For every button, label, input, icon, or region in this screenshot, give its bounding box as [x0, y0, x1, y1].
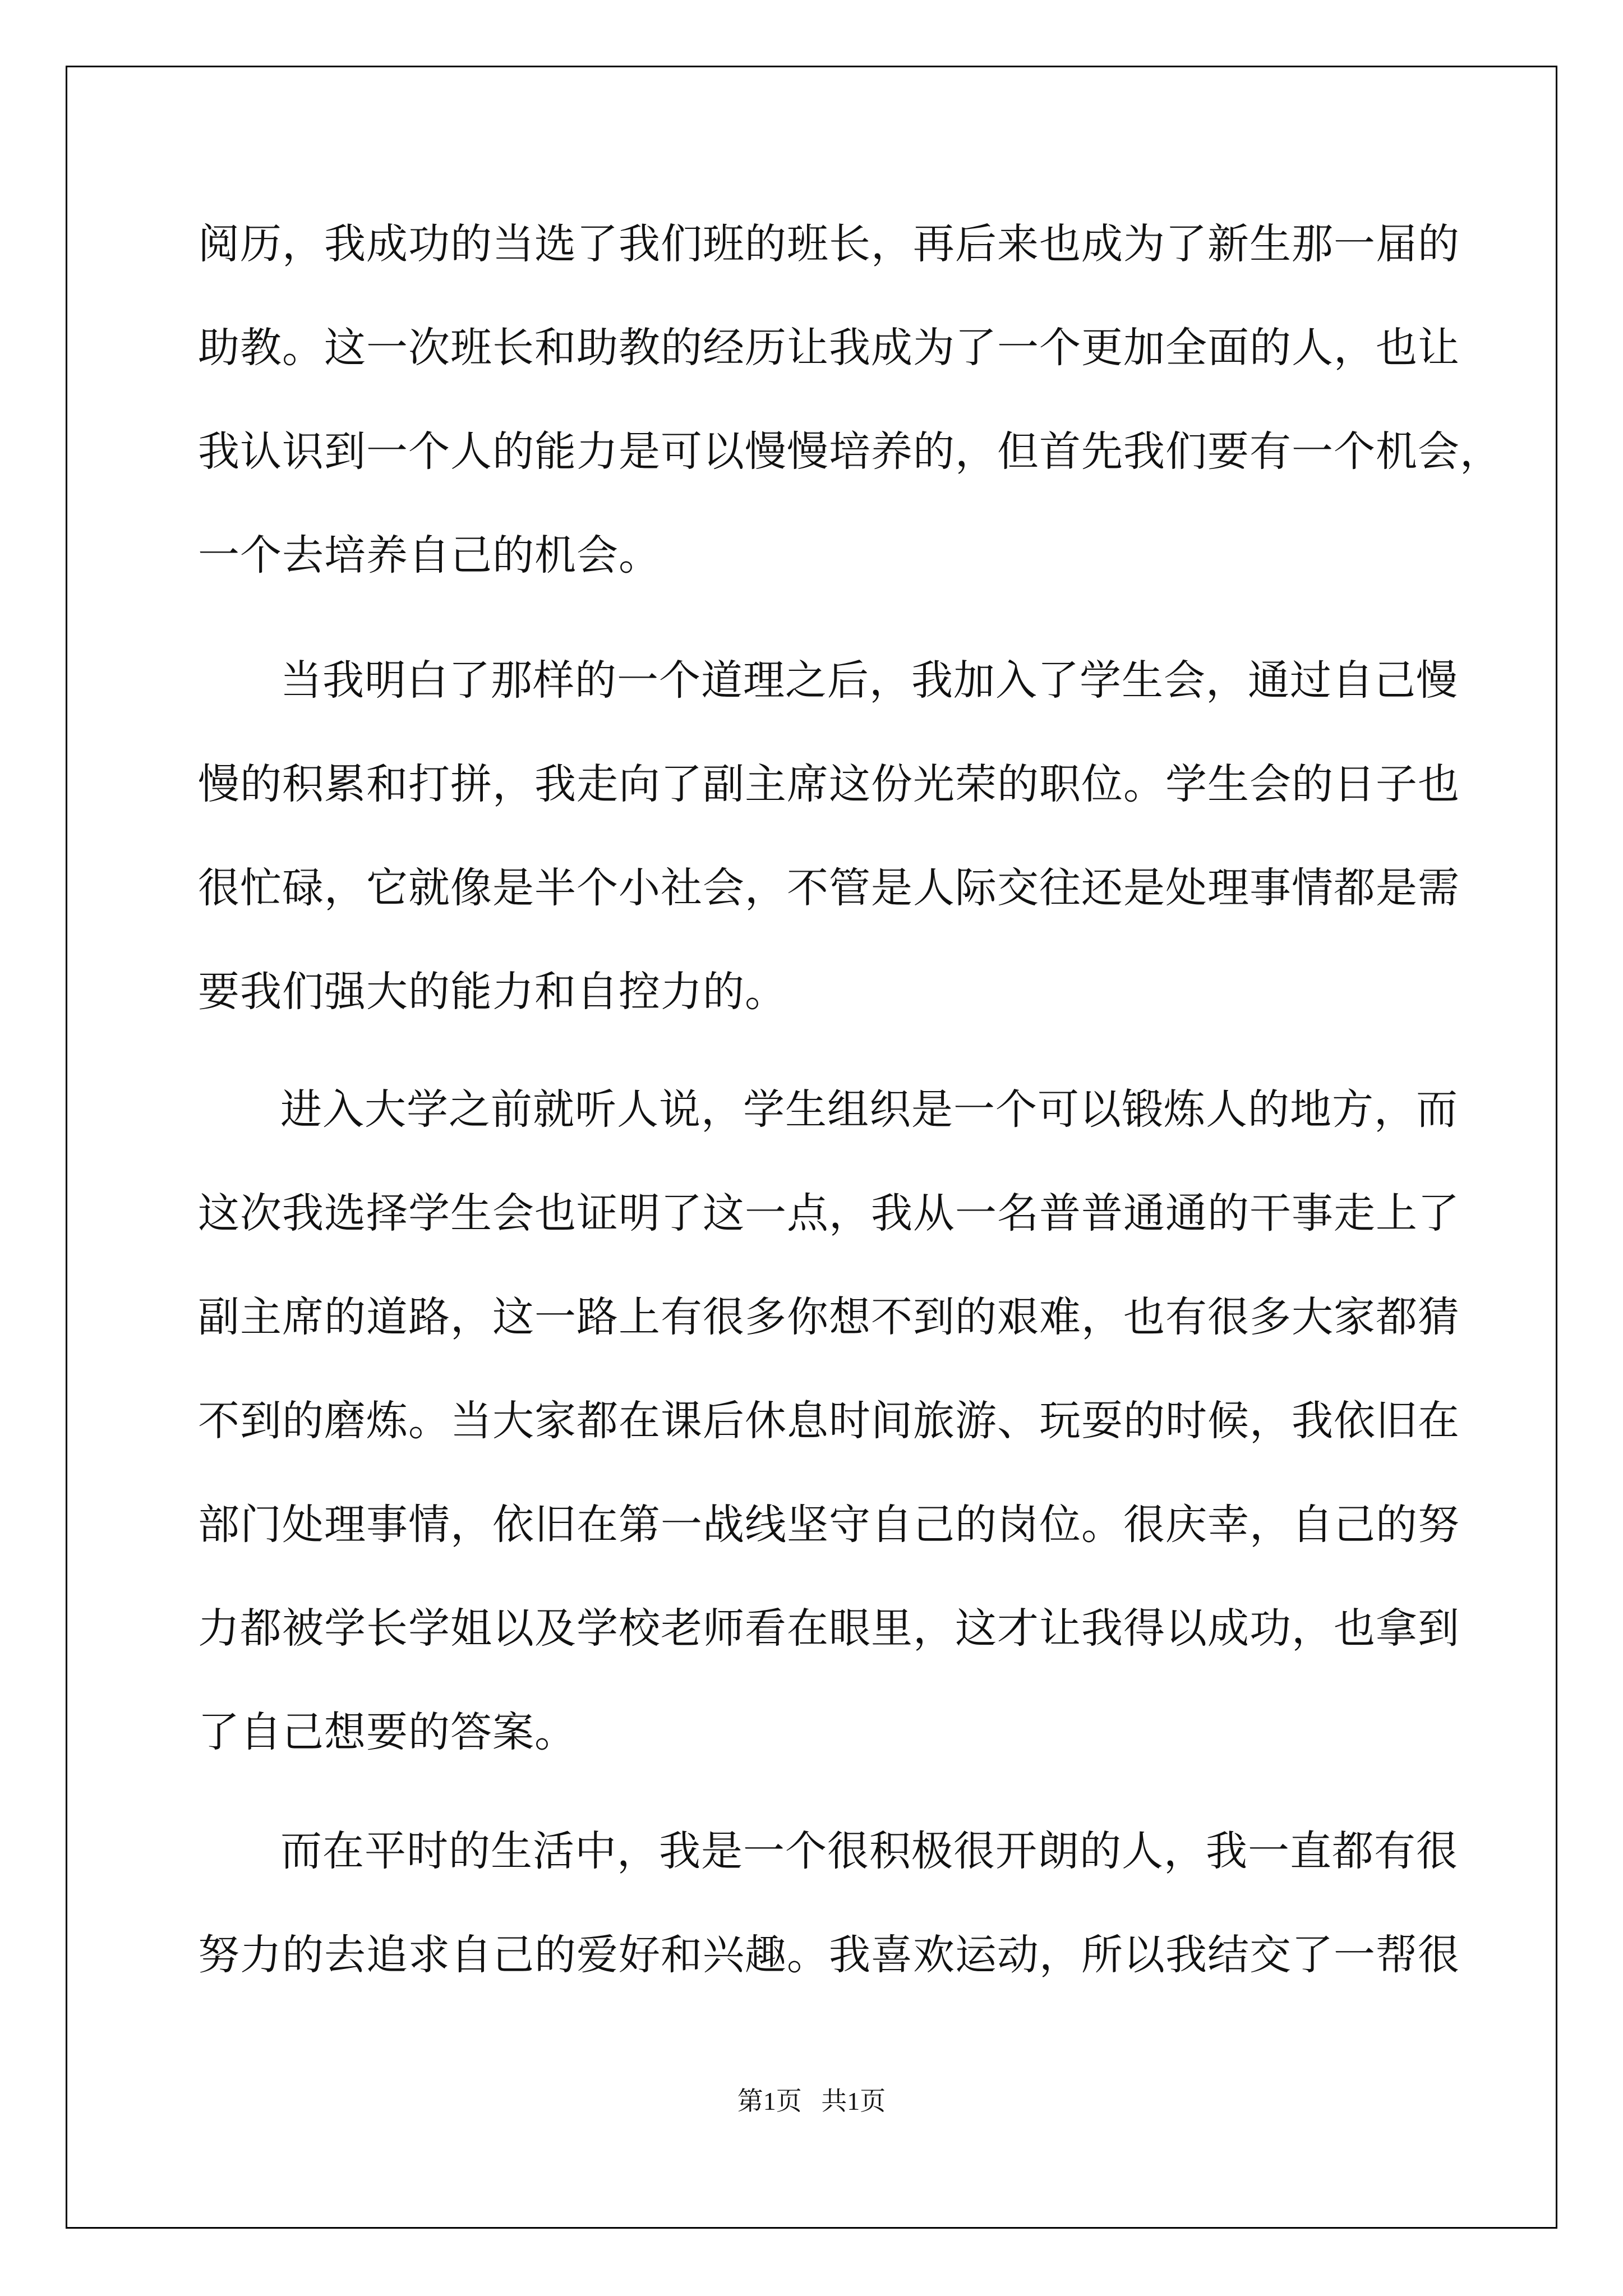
body-text-line: 而在平时的生活中，我是一个很积极很开朗的人，我一直都有很 — [280, 1827, 1458, 1875]
body-text-line: 副主席的道路，这一路上有很多你想不到的艰难，也有很多大家都猜 — [198, 1293, 1460, 1341]
body-text-line: 助教。这一次班长和助教的经历让我成为了一个更加全面的人，也让 — [198, 324, 1460, 372]
body-text-line: 努力的去追求自己的爱好和兴趣。我喜欢运动，所以我结交了一帮很 — [198, 1931, 1460, 1979]
body-text-line: 我认识到一个人的能力是可以慢慢培养的，但首先我们要有一个机会， — [198, 427, 1502, 476]
body-text-line: 不到的磨炼。当大家都在课后休息时间旅游、玩耍的时候，我依旧在 — [198, 1397, 1460, 1445]
body-text-line: 当我明白了那样的一个道理之后，我加入了学生会，通过自己慢 — [280, 656, 1458, 705]
body-text-line: 部门处理事情，依旧在第一战线坚守自己的岗位。很庆幸，自己的努 — [198, 1501, 1460, 1549]
page-border — [66, 66, 1557, 2229]
body-text-line: 阅历，我成功的当选了我们班的班长，再后来也成为了新生那一届的 — [198, 220, 1460, 268]
body-text-line: 这次我选择学生会也证明了这一点，我从一名普普通通的干事走上了 — [198, 1189, 1460, 1237]
body-text-line: 很忙碌，它就像是半个小社会，不管是人际交往还是处理事情都是需 — [198, 864, 1460, 912]
body-text-line: 力都被学长学姐以及学校老师看在眼里，这才让我得以成功，也拿到 — [198, 1604, 1460, 1653]
body-text-line: 要我们强大的能力和自控力的。 — [198, 968, 787, 1016]
page-number-footer: 第1页 共1页 — [737, 2087, 886, 2115]
body-text-line: 慢的积累和打拼，我走向了副主席这份光荣的职位。学生会的日子也 — [198, 760, 1460, 808]
body-text-line: 进入大学之前就听人说，学生组织是一个可以锻炼人的地方，而 — [280, 1085, 1458, 1134]
body-text-line: 一个去培养自己的机会。 — [198, 531, 661, 579]
body-text-line: 了自己想要的答案。 — [198, 1708, 577, 1756]
